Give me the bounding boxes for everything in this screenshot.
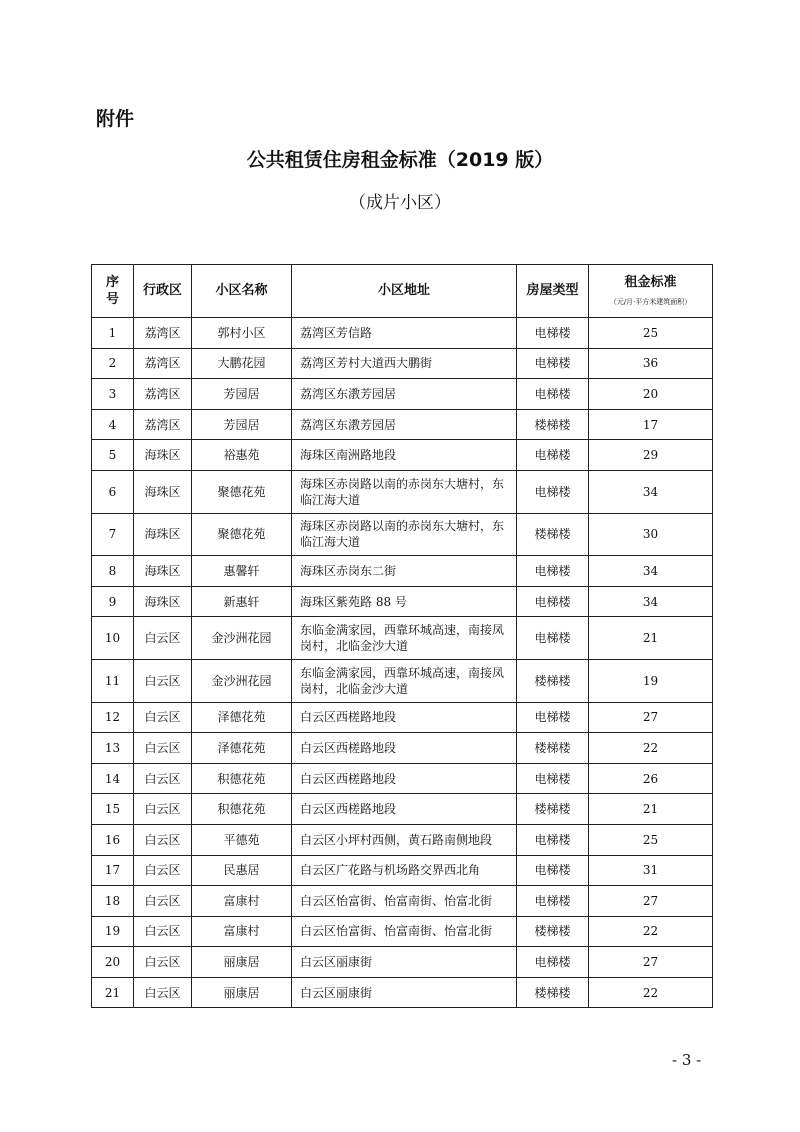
cell-estate-name: 民惠居: [192, 855, 292, 886]
table-row: [92, 513, 713, 556]
table-row: [92, 318, 713, 349]
cell-building-type: 楼梯楼: [517, 659, 589, 702]
header-rent-standard: [589, 265, 713, 318]
cell-serial-number: 5: [92, 440, 134, 471]
cell-estate-name: 金沙洲花园: [192, 617, 292, 660]
cell-rent: 17: [589, 409, 713, 440]
cell-estate-address: 荔湾区东漖芳园居: [292, 409, 517, 440]
cell-building-type: 电梯楼: [517, 440, 589, 471]
cell-district: 白云区: [134, 977, 192, 1008]
cell-rent: 22: [589, 977, 713, 1008]
cell-district: 白云区: [134, 794, 192, 825]
cell-building-type: 楼梯楼: [517, 916, 589, 947]
cell-serial-number: 14: [92, 763, 134, 794]
cell-district: 白云区: [134, 855, 192, 886]
cell-estate-name: 富康村: [192, 886, 292, 917]
cell-estate-name: 泽德花苑: [192, 702, 292, 733]
cell-estate-address: 海珠区南洲路地段: [292, 440, 517, 471]
table-row: [92, 659, 713, 702]
table-row: [92, 702, 713, 733]
cell-serial-number: 15: [92, 794, 134, 825]
cell-building-type: 楼梯楼: [517, 977, 589, 1008]
header-rent-label: 租金标准: [624, 275, 677, 290]
cell-building-type: 楼梯楼: [517, 513, 589, 556]
table-row: [92, 855, 713, 886]
table-row: [92, 977, 713, 1008]
cell-rent: 27: [589, 886, 713, 917]
cell-estate-address: 海珠区赤岗东二街: [292, 556, 517, 587]
cell-district: 白云区: [134, 916, 192, 947]
cell-building-type: 电梯楼: [517, 379, 589, 410]
header-estate-name: 小区名称: [192, 265, 292, 318]
document-title: 公共租赁住房租金标准（2019 版）: [246, 149, 554, 171]
cell-estate-address: 白云区西槎路地段: [292, 702, 517, 733]
cell-serial-number: 18: [92, 886, 134, 917]
cell-building-type: 电梯楼: [517, 824, 589, 855]
cell-serial-number: 8: [92, 556, 134, 587]
header-estate-address: 小区地址: [292, 265, 517, 318]
cell-district: 荔湾区: [134, 348, 192, 379]
header-serial-line2: 号: [105, 292, 119, 307]
cell-estate-address: 荔湾区东漖芳园居: [292, 379, 517, 410]
cell-serial-number: 1: [92, 318, 134, 349]
cell-building-type: 电梯楼: [517, 855, 589, 886]
cell-estate-name: 惠馨轩: [192, 556, 292, 587]
cell-building-type: 楼梯楼: [517, 409, 589, 440]
cell-estate-name: 泽德花苑: [192, 733, 292, 764]
cell-building-type: 电梯楼: [517, 348, 589, 379]
table-header-row: [92, 265, 713, 318]
cell-rent: 19: [589, 659, 713, 702]
cell-building-type: 电梯楼: [517, 470, 589, 513]
cell-serial-number: 20: [92, 947, 134, 978]
cell-rent: 26: [589, 763, 713, 794]
table-row: [92, 947, 713, 978]
cell-building-type: 电梯楼: [517, 886, 589, 917]
cell-district: 白云区: [134, 824, 192, 855]
cell-rent: 25: [589, 824, 713, 855]
cell-estate-address: 海珠区赤岗路以南的赤岗东大塘村，东临江海大道: [292, 470, 517, 513]
cell-district: 海珠区: [134, 440, 192, 471]
cell-district: 海珠区: [134, 470, 192, 513]
cell-building-type: 电梯楼: [517, 763, 589, 794]
cell-rent: 34: [589, 470, 713, 513]
cell-estate-name: 大鹏花园: [192, 348, 292, 379]
cell-rent: 31: [589, 855, 713, 886]
header-district: 行政区: [134, 265, 192, 318]
cell-estate-address: 白云区怡富街、怡富南街、怡富北街: [292, 916, 517, 947]
attachment-label: 附件: [96, 108, 135, 130]
cell-estate-address: 东临金满家园，西靠环城高速，南接凤岗村，北临金沙大道: [292, 617, 517, 660]
cell-serial-number: 10: [92, 617, 134, 660]
cell-serial-number: 3: [92, 379, 134, 410]
cell-estate-address: 白云区丽康街: [292, 977, 517, 1008]
cell-building-type: 电梯楼: [517, 556, 589, 587]
page-number: - 3 -: [672, 1051, 702, 1069]
cell-estate-name: 芳园居: [192, 409, 292, 440]
cell-estate-address: 东临金满家园，西靠环城高速，南接凤岗村，北临金沙大道: [292, 659, 517, 702]
table-row: [92, 733, 713, 764]
cell-building-type: 电梯楼: [517, 318, 589, 349]
header-serial-number: [92, 265, 134, 318]
cell-serial-number: 9: [92, 586, 134, 617]
table-row: [92, 794, 713, 825]
table-row: [92, 617, 713, 660]
cell-rent: 25: [589, 318, 713, 349]
cell-district: 白云区: [134, 702, 192, 733]
cell-serial-number: 4: [92, 409, 134, 440]
cell-estate-name: 郭村小区: [192, 318, 292, 349]
cell-rent: 36: [589, 348, 713, 379]
header-building-type: 房屋类型: [517, 265, 589, 318]
cell-serial-number: 21: [92, 977, 134, 1008]
cell-estate-name: 丽康居: [192, 977, 292, 1008]
cell-estate-address: 白云区丽康街: [292, 947, 517, 978]
cell-rent: 27: [589, 702, 713, 733]
cell-estate-address: 白云区小坪村西侧，黄石路南侧地段: [292, 824, 517, 855]
cell-estate-name: 丽康居: [192, 947, 292, 978]
cell-estate-address: 白云区怡富街、怡富南街、怡富北街: [292, 886, 517, 917]
cell-rent: 30: [589, 513, 713, 556]
cell-district: 白云区: [134, 763, 192, 794]
table-row: [92, 824, 713, 855]
cell-district: 荔湾区: [134, 409, 192, 440]
cell-estate-name: 聚德花苑: [192, 470, 292, 513]
cell-serial-number: 12: [92, 702, 134, 733]
cell-rent: 34: [589, 556, 713, 587]
cell-building-type: 电梯楼: [517, 947, 589, 978]
cell-serial-number: 16: [92, 824, 134, 855]
cell-building-type: 楼梯楼: [517, 733, 589, 764]
cell-district: 荔湾区: [134, 318, 192, 349]
cell-building-type: 电梯楼: [517, 586, 589, 617]
table-row: [92, 586, 713, 617]
table-row: [92, 916, 713, 947]
cell-estate-name: 裕惠苑: [192, 440, 292, 471]
cell-district: 海珠区: [134, 556, 192, 587]
cell-rent: 27: [589, 947, 713, 978]
cell-building-type: 电梯楼: [517, 617, 589, 660]
cell-estate-address: 白云区西槎路地段: [292, 763, 517, 794]
cell-district: 白云区: [134, 659, 192, 702]
table-row: [92, 379, 713, 410]
cell-rent: 29: [589, 440, 713, 471]
cell-district: 荔湾区: [134, 379, 192, 410]
table-body: [92, 318, 713, 1008]
cell-rent: 21: [589, 617, 713, 660]
cell-estate-name: 芳园居: [192, 379, 292, 410]
cell-district: 白云区: [134, 733, 192, 764]
cell-serial-number: 6: [92, 470, 134, 513]
cell-district: 海珠区: [134, 513, 192, 556]
document-subtitle: （成片小区）: [349, 193, 451, 213]
cell-rent: 22: [589, 916, 713, 947]
cell-estate-name: 聚德花苑: [192, 513, 292, 556]
cell-estate-address: 海珠区赤岗路以南的赤岗东大塘村，东临江海大道: [292, 513, 517, 556]
cell-estate-name: 积德花苑: [192, 794, 292, 825]
cell-rent: 22: [589, 733, 713, 764]
table-row: [92, 440, 713, 471]
cell-serial-number: 11: [92, 659, 134, 702]
cell-estate-name: 富康村: [192, 916, 292, 947]
cell-estate-name: 积德花苑: [192, 763, 292, 794]
cell-district: 白云区: [134, 947, 192, 978]
cell-estate-name: 新惠轩: [192, 586, 292, 617]
cell-estate-name: 平德苑: [192, 824, 292, 855]
header-rent-unit: （元/月·平方米建筑面积）: [609, 298, 692, 306]
cell-serial-number: 7: [92, 513, 134, 556]
cell-estate-address: 白云区西槎路地段: [292, 794, 517, 825]
table-row: [92, 763, 713, 794]
cell-rent: 34: [589, 586, 713, 617]
cell-district: 海珠区: [134, 586, 192, 617]
cell-building-type: 楼梯楼: [517, 794, 589, 825]
header-serial-line1: 序: [105, 275, 119, 290]
table-row: [92, 556, 713, 587]
cell-rent: 21: [589, 794, 713, 825]
table-row: [92, 886, 713, 917]
cell-estate-name: 金沙洲花园: [192, 659, 292, 702]
cell-building-type: 电梯楼: [517, 702, 589, 733]
cell-district: 白云区: [134, 886, 192, 917]
cell-estate-address: 海珠区紫苑路 88 号: [292, 586, 517, 617]
cell-estate-address: 白云区西槎路地段: [292, 733, 517, 764]
table-row: [92, 348, 713, 379]
rent-standard-table: [91, 264, 713, 1008]
cell-estate-address: 白云区广花路与机场路交界西北角: [292, 855, 517, 886]
cell-serial-number: 19: [92, 916, 134, 947]
cell-district: 白云区: [134, 617, 192, 660]
cell-rent: 20: [589, 379, 713, 410]
cell-serial-number: 17: [92, 855, 134, 886]
cell-serial-number: 13: [92, 733, 134, 764]
table-row: [92, 470, 713, 513]
cell-estate-address: 荔湾区芳信路: [292, 318, 517, 349]
table-row: [92, 409, 713, 440]
cell-serial-number: 2: [92, 348, 134, 379]
cell-estate-address: 荔湾区芳村大道西大鹏街: [292, 348, 517, 379]
